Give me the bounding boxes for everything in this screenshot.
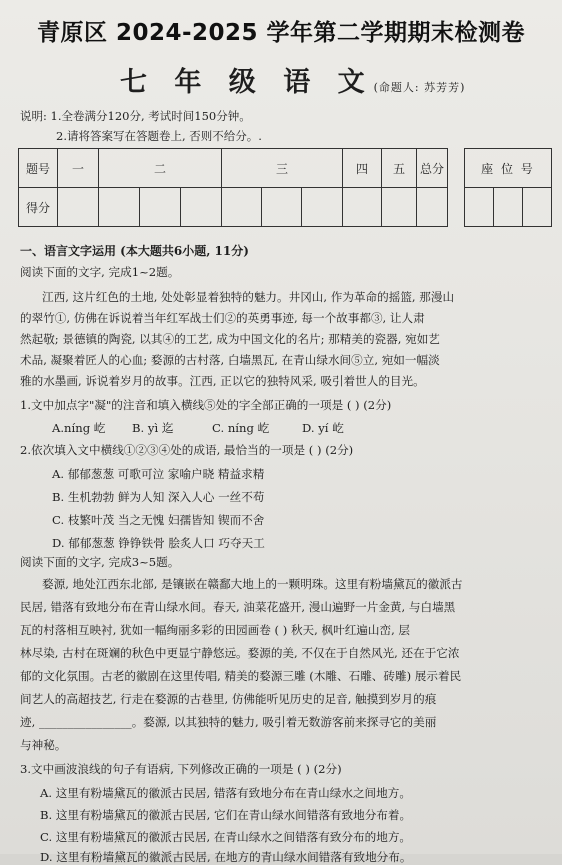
score-cell [302, 188, 343, 227]
col-section-3: 三 [222, 149, 343, 188]
score-cell [382, 188, 417, 227]
q3-option-a: A. 这里有粉墙黛瓦的徽派古民居, 错落有致地分布在青山绿水之间地方。 [40, 786, 411, 800]
question-3: 3.文中画波浪线的句子有语病, 下列修改正确的一项是 ( ) (2分) [20, 762, 342, 776]
score-cell [140, 188, 181, 227]
score-cell [343, 188, 382, 227]
subject-heading: 七 年 级 语 文 [120, 67, 374, 98]
score-table-header-row [19, 149, 448, 188]
seat-cell [523, 188, 552, 227]
passage2-line: 瓦的村落相互映衬, 犹如一幅绚丽多彩的田园画卷 ( ) 秋天, 枫叶红遍山峦, 层 [20, 623, 411, 637]
score-table [18, 148, 448, 227]
question-1: 1.文中加点字"凝"的注音和填入横线⑤处的字全部正确的一项是 ( ) (2分) [20, 398, 392, 412]
passage1-line: 雅的水墨画, 诉说着岁月的故事。江西, 正以它的独特风采, 吸引着世人的目光。 [20, 374, 425, 388]
passage1-line: 江西, 这片红色的土地, 处处彰显着独特的魅力。井冈山, 作为革命的摇篮, 那漫山 [42, 290, 455, 304]
instruction-line-1: 说明: 1.全卷满分120分, 考试时间150分钟。 [20, 109, 251, 123]
q2-option-a: A. 郁郁葱葱 可歌可泣 家喻户晓 精益求精 [52, 467, 265, 481]
score-cell [262, 188, 302, 227]
passage2-line: 林尽染, 古村在斑斓的秋色中更显宁静悠远。婺源的美, 不仅在于自然风光, 还在于它浓 [20, 646, 460, 660]
score-cell [417, 188, 448, 227]
seat-number-table [464, 148, 552, 227]
col-section-2: 二 [99, 149, 222, 188]
q3-option-c: C. 这里有粉墙黛瓦的徽派古民居, 在青山绿水之间错落有致分布的地方。 [40, 830, 412, 844]
question-2: 2.依次填入文中横线①②③④处的成语, 最恰当的一项是 ( ) (2分) [20, 443, 354, 457]
author-note: (命题人: 苏芳芳) [373, 81, 466, 94]
seat-number-label: 座 位 号 [465, 149, 552, 188]
passage2-line: 民居, 错落有致地分布在青山绿水间。春天, 油菜花盛开, 漫山遍野一片金黄, 与白墙黑 [20, 600, 456, 614]
score-cell [99, 188, 140, 227]
score-cell [58, 188, 99, 227]
seat-cell [465, 188, 494, 227]
q1-option-d: D. yí 屹 [302, 421, 344, 435]
passage2-line: 郁的文化氛围。古老的徽剧在这里传唱, 精美的婺源三雕 (木雕、石雕、砖雕) 展示着民 [20, 669, 462, 683]
q2-option-c: C. 枝繁叶茂 当之无愧 妇孺皆知 锲而不舍 [52, 513, 265, 527]
exam-subtitle [120, 60, 466, 99]
q1-option-b: B. yì 迄 [132, 421, 174, 435]
q1-option-a: A.níng 屹 [52, 421, 106, 435]
q2-option-d: D. 郁郁葱葱 铮铮铁骨 脍炙人口 巧夺天工 [52, 536, 265, 550]
q1-option-c: C. níng 屹 [212, 421, 270, 435]
reading-instruction-2: 阅读下面的文字, 完成3~5题。 [20, 555, 180, 569]
passage2-line: 与神秘。 [20, 738, 67, 752]
reading-instruction-1: 阅读下面的文字, 完成1~2题。 [20, 265, 180, 279]
col-section-4: 四 [343, 149, 382, 188]
passage2-line: 婺源, 地处江西东北部, 是镶嵌在赣鄱大地上的一颗明珠。这里有粉墙黛瓦的徽派古 [42, 577, 463, 591]
passage2-line: 间艺人的高超技艺, 行走在婺源的古巷里, 仿佛能听见历史的足音, 触摸到岁月的痕 [20, 692, 437, 706]
col-total: 总分 [417, 149, 448, 188]
score-cell [222, 188, 262, 227]
q2-option-b: B. 生机勃勃 鲜为人知 深入人心 一丝不苟 [52, 490, 265, 504]
passage1-line: 术品, 凝聚着匠人的心血; 婺源的古村落, 白墙黑瓦, 在青山绿水间⑤立, 宛如一幅淡 [20, 353, 440, 367]
exam-title: 青原区 2024-2025 学年第二学期期末检测卷 [36, 20, 526, 46]
row-label-question: 题号 [19, 149, 58, 188]
col-section-5: 五 [382, 149, 417, 188]
col-section-1: 一 [58, 149, 99, 188]
passage2-line: 迹, ________________。婺源, 以其独特的魅力, 吸引着无数游客前来探寻它的美丽 [20, 715, 437, 729]
instruction-line-2: 2.请将答案写在答题卷上, 否则不给分。. [56, 129, 262, 143]
score-cell [181, 188, 222, 227]
q3-option-d: D. 这里有粉墙黛瓦的徽派古民居, 在地方的青山绿水间错落有致地分布。 [40, 850, 412, 864]
section-1-heading: 一、语言文字运用 (本大题共6小题, 11分) [20, 244, 249, 258]
passage1-line: 的翠竹①, 仿佛在诉说着当年红军战士们②的英勇事迹, 每一个故事都③, 让人肃 [20, 311, 425, 325]
row-label-score: 得分 [19, 188, 58, 227]
score-table-score-row [19, 188, 448, 227]
passage1-line: 然起敬; 景德镇的陶瓷, 以其④的工艺, 成为中国文化的名片; 那精美的瓷器, 宛如艺 [20, 332, 440, 346]
seat-cell [494, 188, 523, 227]
q3-option-b: B. 这里有粉墙黛瓦的徽派古民居, 它们在青山绿水间错落有致地分布着。 [40, 808, 412, 822]
